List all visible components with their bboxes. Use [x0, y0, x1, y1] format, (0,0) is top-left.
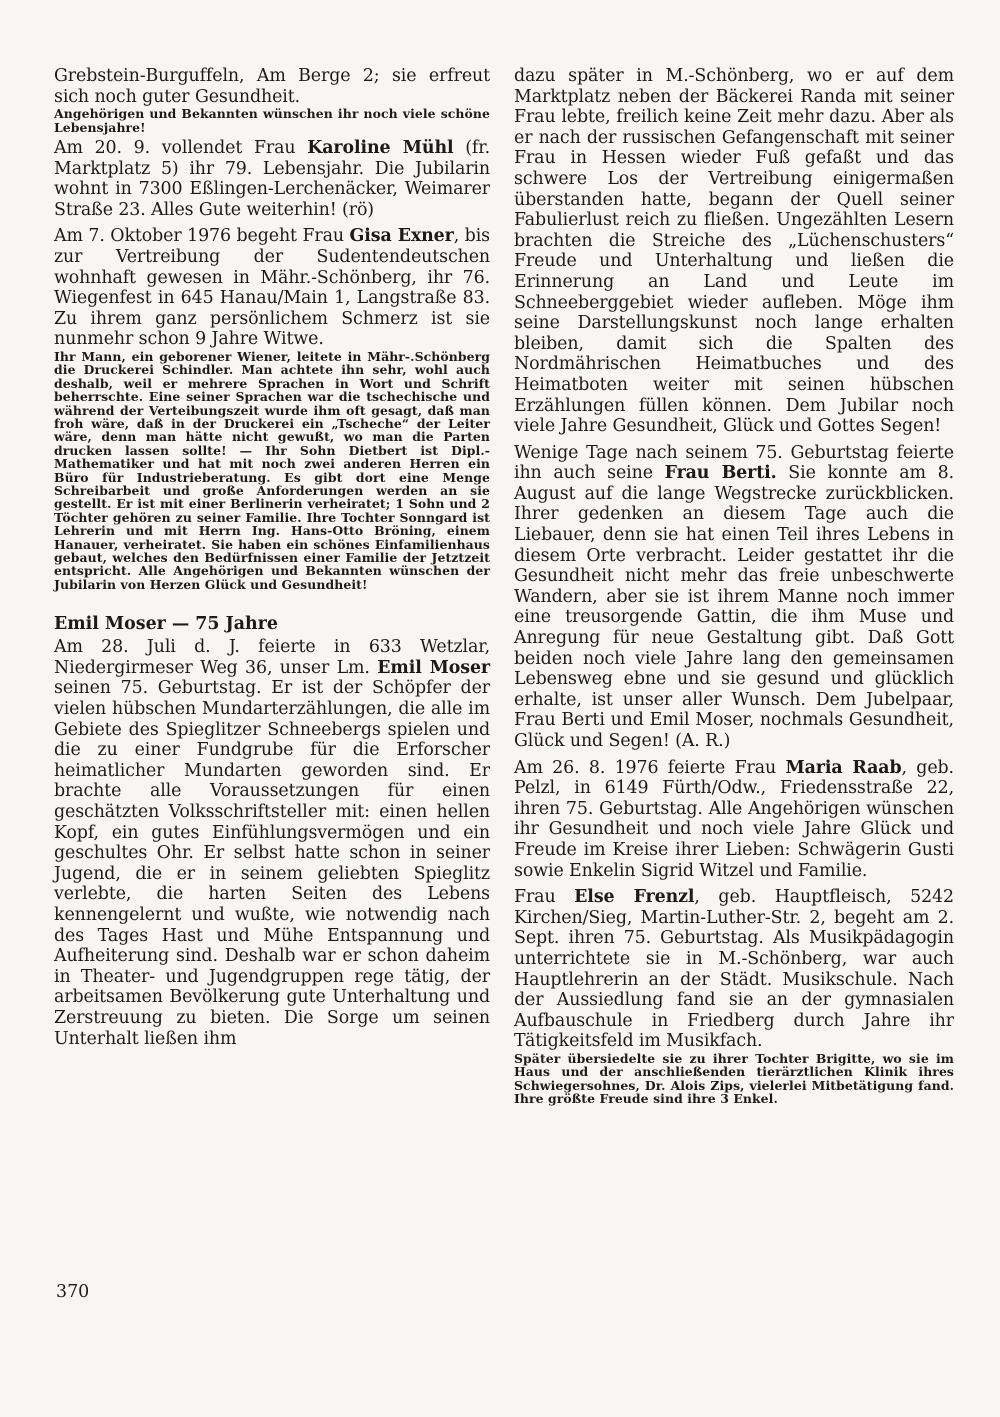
name-gisa-exner: Gisa Exner — [349, 226, 454, 247]
left-column — [54, 66, 490, 1049]
article-moser: Am 28. Juli d. J. feierte in 633 Wetzlar, Niedergirmeser Weg 36, unser Lm. Emil Moser seinen 75. Geburtstag. Er ist der Schöpfer der vielen hübschen Mundarterzählungen, die alle im Gebiete des Spieglitzer Schneebergs spielen und die zu einer Fundgrube für die Erforscher heimatlicher Mundarten geworden sind. Er brachte alle Voraussetzungen für einen geschätzten Volksschriftsteller mit: einen hellen Kopf, ein gutes Einfühlungsvermögen und ein geschultes Ohr. Er selbst hatte schon in seiner Jugend, die er in seinem geliebten Spieglitz verlebte, die harten Seiten des Lebens kennengelernt und wußte, wie notwendig nach des Tages Hast und Mühe Entspannung und Aufheiterung sind. Deshalb war er schon daheim in Theater- und Jugendgruppen rege tätig, der arbeitsamen Bevölkerung gute Unterhaltung und Zerstreuung zu bieten. Die Sorge um seinen Unterhalt ließen ihm — [54, 637, 490, 1049]
article-grebstein-wishes: Angehörigen und Bekannten wünschen ihr noch viele schöne Lebensjahre! — [54, 106, 490, 135]
name-karoline-muehl: Karoline Mühl — [307, 138, 454, 158]
heading-emil-moser: Emil Moser — 75 Jahre — [54, 614, 278, 635]
right-column — [514, 66, 954, 1110]
article-grebstein-text: Grebstein-Burguffeln, Am Berge 2; sie erfreut sich noch guter Gesundheit. — [54, 66, 490, 107]
name-emil-moser: Emil Moser — [377, 657, 490, 678]
article-raab: Am 26. 8. 1976 feierte Frau Maria Raab, geb. Pelzl, in 6149 Fürth/Odw., Friedensstraße 22, ihren 75. Geburtstag. Alle Angehörigen wünschen ihr Gesundheit und noch viele Jahre Glück und Freude im Kreise ihrer Lieben: Schwägerin Gusti sowie Enkelin Sigrid Witzel und Familie. — [514, 757, 954, 881]
article-exner: Am 7. Oktober 1976 begeht Frau Gisa Exner, bis zur Vertreibung der Sudentendeutschen wohnhaft gewesen in Mähr.-Schönberg, ihr 76. Wiegenfest in 645 Hanau/Main 1, Langstraße 83. Zu ihrem ganz persönlichem Schmerz ist sie nunmehr schon 9 Jahre Witwe. — [54, 226, 490, 350]
article-frenzl: Frau Else Frenzl, geb. Hauptfleisch, 5242 Kirchen/Sieg, Martin-Luther-Str. 2, begeht am 2. Sept. ihren 75. Geburtstag. Als Musikpädagogin unterrichtete sie in M.-Schönberg, war auch Hauptlehrerin an der Städt. Musikschule. Nach der Aussiedlung fand sie an der gymnasialen Aufbauschule in Friedberg durch Jahre ihr Tätigkeitsfeld im Musikfach. — [514, 887, 954, 1052]
article-muehl: Am 20. 9. vollendet Frau Karoline Mühl (fr. Marktplatz 5) ihr 79. Lebensjahr. Die Jubilarin wohnt in 7300 Eßlingen-Lerchenäcker, Weimarer Straße 23. Alles Gute weiterhin! (rö) — [54, 138, 490, 220]
article-moser-continued: dazu später in M.-Schönberg, wo er auf dem Marktplatz neben der Bäckerei Randa mit seiner Frau lebte, freilich keine Zeit mehr dazu. Aber als er nach der russischen Gefangenschaft mit seiner Frau in Hessen wieder Fuß gefaßt und das schwere Los der Vertreibung einigermaßen überstanden hatte, begann der Quell seiner Fabulierlust reich zu fließen. Ungezählten Lesern brachten die Streiche des „Lüchenschusters“ Freude und Unterhaltung und ließen die Erinnerung an Land und Leute im Schneeberggebiet wieder aufleben. Möge ihm seine Darstellungskunst noch lange erhalten bleiben, damit sich die Spalten des Nordmährischen Heimatbuches und des Heimatboten weiter mit seinen hübschen Erzählungen füllen können. Dem Jubilar noch viele Jahre Gesundheit, Glück und Gottes Segen! — [514, 66, 954, 437]
name-else-frenzl: Else Frenzl — [574, 887, 695, 908]
article-frenzl-details: Später übersiedelte sie zu ihrer Tochter Brigitte, wo sie im Haus und der anschließenden tierärztlichen Klinik ihres Schwiegersohnes, Dr. Alois Zips, vielerlei Mitbetätigung fand. Ihre größte Freude sind ihre 3 Enkel. — [514, 1050, 954, 1107]
name-frau-berti: Frau Berti. — [664, 463, 777, 484]
page-number: 370 — [56, 1282, 90, 1302]
article-exner-details: Ihr Mann, ein geborener Wiener, leitete in Mähr-.Schönberg die Druckerei Schindler. Man achtete ihn sehr, wohl auch deshalb, weil er mehrere Sprachen in Wort und Schrift beherrschte. Eine seiner Sprachen war die tschechische und während der Verteibungszeit wurde ihm oft gesagt, daß man froh wäre, daß in der Druckerei ein „Tscheche“ der Leiter wäre, denn man hätte nicht gewußt, wo man die Parten drucken lassen sollte! — Ihr Sohn Dietbert ist Dipl.-Mathematiker und hat mit noch zwei anderen Herren ein Büro für Industrieberatung. Es gibt dort eine Menge Schreibarbeit und große Anforderungen werden an sie gestellt. Er ist mit einer Berlinerin verheiratet; 1 Sohn und 2 Töchter gehören zu seiner Familie. Ihre Tochter Sonngard ist Lehrerin und mit Herrn Ing. Hans-Otto Bröning, einem Hanauer, verheiratet. Sie haben ein schönes Einfamilienhaus gebaut, welches den Bedürfnissen einer Familie der Jetztzeit entspricht. Alle Angehörigen und Bekannten wünschen der Jubilarin von Herzen Glück und Gesundheit! — [54, 348, 490, 592]
article-frau-berti: Wenige Tage nach seinem 75. Geburtstag feierte ihn auch seine Frau Berti. Sie konnte am 8. August auf die lange Wegstrecke zurückblicken. Ihrer gedenken an diesem Tage auch die Liebauer, denn sie hat einen Teil ihres Lebens in diesem Orte verbracht. Leider gestattet ihr die Gesundheit nicht mehr das freie unbeschwerte Wandern, aber sie ist ihrem Manne noch immer eine treusorgende Gattin, die ihm Muse und Anregung für neue Gestaltung gibt. Daß Gott beiden noch viele Jahre lang den gemeinsamen Lebensweg ebne und sie gesund und glücklich erhalte, ist unser aller Wunsch. Dem Jubelpaar, Frau Berti und Emil Moser, nochmals Gesundheit, Glück und Segen! (A. R.) — [514, 442, 954, 751]
name-maria-raab: Maria Raab — [785, 757, 902, 778]
